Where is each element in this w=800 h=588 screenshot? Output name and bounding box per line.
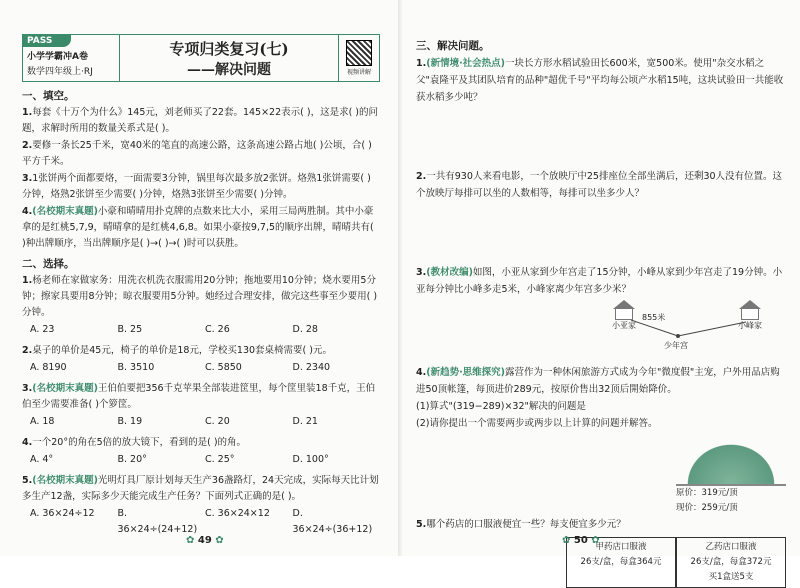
option-c[interactable]: C. 25° (205, 454, 235, 465)
option-a[interactable]: A. 8190 (30, 362, 67, 373)
question-number: 1. (416, 58, 427, 69)
answer-space[interactable] (416, 202, 786, 264)
question-number: 2. (22, 140, 33, 151)
option-c[interactable]: C. 5850 (205, 362, 242, 373)
answer-space[interactable] (416, 106, 786, 168)
house-icon (613, 300, 635, 309)
option-c[interactable]: C. 20 (205, 416, 230, 427)
store-b-detail: 26支/盒，每盒372元 (690, 557, 772, 567)
question-text: 一个20°的角在5倍的放大镜下，看到的是( )的角。 (32, 437, 247, 448)
option-d[interactable]: D. 36×24÷(36+12) (292, 508, 373, 535)
brand-logo: PASS (23, 35, 71, 47)
fill-question-1 (22, 105, 380, 137)
fill-question-2 (22, 138, 380, 170)
choice-options-3 (30, 414, 380, 430)
problem-1 (416, 55, 786, 106)
title-line-2: ——解决问题 (187, 62, 271, 78)
choice-options-4 (30, 452, 380, 468)
page-number (562, 535, 600, 546)
grade-label: 数学四年级上·RJ (27, 67, 93, 77)
fill-question-4 (22, 204, 380, 252)
tent-figure (416, 434, 786, 516)
section-fill-blank: 一、填空。 (22, 90, 75, 102)
question-number: 4. (416, 367, 427, 378)
page-number (186, 535, 224, 546)
question-number: 3. (22, 383, 33, 394)
question-number: 2. (22, 345, 33, 356)
question-number: 1. (22, 107, 33, 118)
option-d[interactable]: D. 100° (292, 454, 329, 465)
question-tag: (名校期末真题) (32, 206, 98, 217)
leaf-icon: ✿ (215, 535, 224, 546)
route-lines (416, 300, 786, 358)
series-name: 小学学霸冲A卷 (27, 52, 88, 62)
question-text: 桌子的单价是45元，椅子的单价是18元，学校买130套桌椅需要( )元。 (32, 345, 332, 356)
option-b[interactable]: B. 3510 (117, 362, 155, 373)
home-a-label: 小亚家 (612, 321, 636, 330)
question-text: 要修一条长25千米，宽40米的笔直的高速公路，这条高速公路占地( )公顷，合( )平方千米。 (22, 140, 372, 167)
problem-3 (416, 264, 786, 298)
question-text: 露营作为一种休闲旅游方式成为今年"微度假"主宠，户外用品店购进50顶帐篷，每顶进价289元，按原价售出32顶后開始降价。 (416, 367, 780, 395)
store-b-promo: 买1盒送5支 (708, 572, 754, 582)
choice-options-5 (30, 506, 380, 538)
palace-label: 少年宫 (664, 341, 688, 350)
qr-code-icon (346, 40, 372, 66)
option-a[interactable]: A. 36×24÷12 (30, 508, 95, 519)
option-c[interactable]: C. 26 (205, 324, 230, 335)
question-number: 2. (416, 171, 427, 182)
home-a (612, 300, 636, 331)
option-a[interactable]: A. 18 (30, 416, 55, 427)
question-text: 杨老师在家做家务：用洗衣机洗衣服需用20分钟；拖地要用10分钟；烧水要用5分钟；擦家具要用8分钟；晾衣服要用5分钟。她经过合理安排，做完这些事至少要用( )分钟。 (22, 275, 378, 318)
title-line-1: 专项归类复习(七) (169, 40, 289, 58)
problem-5 (416, 516, 786, 533)
question-text: 哪个药店的口服液便宜一些？每支便宜多少元？ (426, 519, 626, 530)
leaf-icon: ✿ (591, 535, 600, 546)
choice-question-5 (22, 473, 380, 505)
home-b-label: 小峰家 (738, 321, 762, 330)
choice-question-3 (22, 381, 380, 413)
store-comparison (416, 537, 786, 588)
question-tag: (新趋势·思维探究) (426, 367, 506, 378)
question-tag: (新情境·社会热点) (426, 58, 506, 69)
option-b[interactable]: B. 25 (117, 324, 143, 335)
problem-2 (416, 168, 786, 202)
page-title (120, 35, 338, 81)
problem-4-subquestions (416, 398, 786, 432)
leaf-icon: ✿ (562, 535, 571, 546)
question-text: 一块长方形水稻试验田长600米，宽500米。使用"杂交水稻之父"袁隆平及其团队培育的品种"超优千号"平均每公顷产水稻15吨，这块试验田一共能收获水稻多少吨？ (416, 58, 784, 103)
right-page (402, 0, 800, 582)
question-number: 3. (22, 173, 33, 184)
question-number: 4. (22, 206, 33, 217)
problem-4 (416, 364, 786, 398)
option-b[interactable]: B. 20° (117, 454, 147, 465)
page-number-text: 50 (573, 535, 588, 546)
home-b (738, 300, 762, 331)
option-d[interactable]: D. 2340 (292, 362, 331, 373)
question-number: 3. (416, 267, 427, 278)
option-a[interactable]: A. 4° (30, 454, 54, 465)
house-wall (741, 309, 759, 320)
distance-label: 855米 (642, 313, 666, 322)
question-number: 4. (22, 437, 33, 448)
option-a[interactable]: A. 23 (30, 324, 55, 335)
price-box (676, 486, 786, 516)
question-text: 一共有930人来看电影，一个放映厅中25排座位全部坐满后，还剩30人没有位置。这个放映厅每排可以坐的人数相等，每排可以坐多少人？ (416, 171, 783, 199)
current-price: 现价：259元/顶 (676, 503, 738, 513)
house-icon (739, 300, 761, 309)
question-number: 1. (22, 275, 33, 286)
sub-question-2: (2)请你提出一个需要两步或两步以上计算的问题并解答。 (416, 418, 658, 429)
question-text: 小豪和晴晴用扑克牌的点数来比大小，采用三局两胜制。其中小豪拿的是红桃5,7,9，晴晴拿的是红桃4,6,8。如果小豪按9,7,5的顺序出牌，晴晴共有( )种出牌顺序，当出牌顺序是( )→( )→( )时可以获胜。 (22, 206, 374, 249)
option-b[interactable]: B. 19 (117, 416, 143, 427)
question-tag: (名校期末真题) (32, 475, 98, 486)
section-word-problems: 三、解决问题。 (416, 40, 490, 52)
option-b[interactable]: B. 36×24÷(24+12) (117, 508, 198, 535)
question-tag: (名校期末真题) (32, 383, 98, 394)
page-header (22, 34, 380, 82)
series-badge (23, 35, 120, 81)
option-d[interactable]: D. 21 (292, 416, 318, 427)
question-number: 5. (22, 475, 33, 486)
option-c[interactable]: C. 36×24×12 (205, 508, 270, 519)
question-text: 光明灯具厂原计划每天生产36盏路灯，24天完成，实际每天比计划多生产12盏，实际多少天能完成生产任务？下面列式正确的是( )。 (22, 475, 379, 502)
left-page (0, 0, 398, 556)
store-b-title: 乙药店口服液 (705, 542, 757, 552)
leaf-icon: ✿ (186, 535, 195, 546)
choice-question-2 (22, 343, 380, 359)
page-number-text: 49 (197, 535, 212, 546)
fill-question-3 (22, 171, 380, 203)
question-text: 如图，小亚从家到少年宫走了15分钟，小峰从家到少年宫走了19分钟。小亚每分钟比小峰多走5米，小峰家离少年宫多少米？ (416, 267, 783, 295)
question-tag: (教材改编) (426, 267, 473, 278)
section-choice: 二、选择。 (22, 258, 75, 270)
qr-caption: 视频讲解 (346, 69, 371, 76)
question-text: 每套《十万个为什么》145元，刘老师买了22套。145×22表示( )，这是求( )的问题，求解时所用的数量关系式是( )。 (22, 107, 379, 134)
qr-code[interactable] (338, 35, 379, 81)
sub-question-1: (1)算式"(319−289)×32"解决的问题是 (416, 401, 586, 412)
tent-icon (676, 434, 786, 486)
store-a-title: 甲药店口服液 (595, 542, 647, 552)
choice-question-1 (22, 273, 380, 321)
question-text: 王伯伯要把356千克苹果全部装进筐里，每个筐里装18千克，王伯伯至少需要准备( )个箩筐。 (22, 383, 376, 410)
original-price: 原价：319元/顶 (676, 488, 738, 498)
option-d[interactable]: D. 28 (292, 324, 318, 335)
question-text: 1张饼两个面都要烙，一面需要3分钟，锅里每次最多放2张饼。烙熟1张饼需要( )分钟，烙熟2张饼至少需要( )分钟，烙熟3张饼至少需要( )分钟。 (22, 173, 371, 200)
problem-4-body (416, 398, 786, 432)
store-a-detail: 26支/盒，每盒364元 (580, 557, 662, 567)
choice-options-2 (30, 360, 380, 376)
question-number: 5. (416, 519, 427, 530)
choice-question-4 (22, 435, 380, 451)
choice-options-1 (30, 322, 380, 338)
route-diagram (416, 300, 786, 358)
tent-illustration (676, 434, 786, 516)
house-wall (615, 309, 633, 320)
store-b-card (676, 537, 786, 588)
